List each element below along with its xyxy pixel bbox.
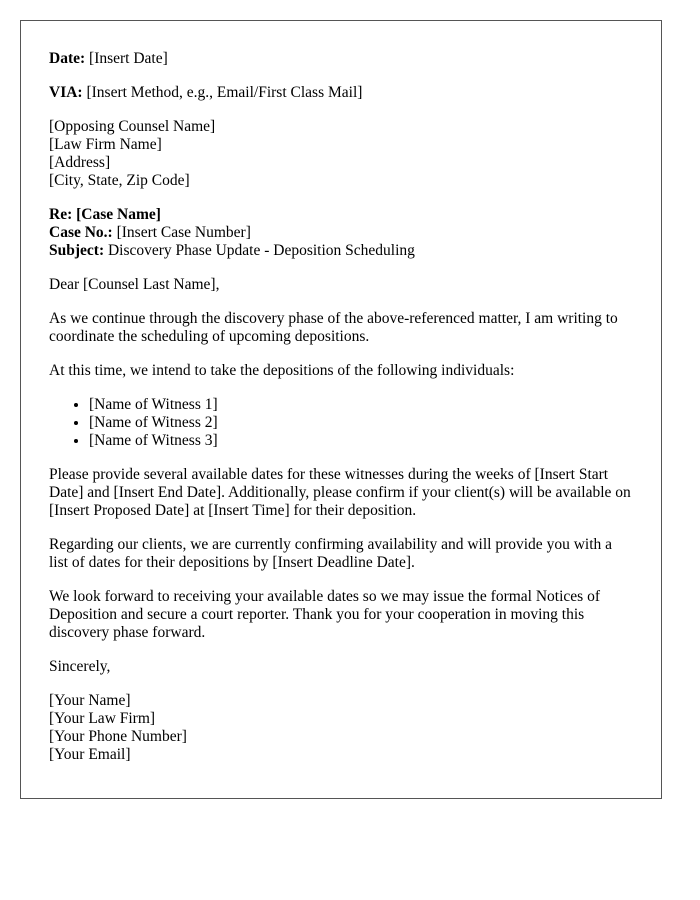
re-line: Re: [Case Name] [49,206,161,223]
witness-list [49,396,633,450]
date-label: Date: [49,50,86,67]
paragraph-dates-request: Please provide several available dates for these witnesses during the weeks of [Insert Start Date] and [Insert End Date]. Additionally, please confirm if your client(s) will be available on [Insert Proposed Date] at [Insert Time] for their deposition. [49,466,631,519]
recipient-city: [City, State, Zip Code] [49,172,190,189]
case-number-value: [Insert Case Number] [116,224,251,241]
subject-line [49,242,633,260]
via-value: [Insert Method, e.g., Email/First Class Mail] [86,84,363,101]
recipient-name: [Opposing Counsel Name] [49,118,216,135]
paragraph-client-availability: Regarding our clients, we are currently confirming availability and will provide you with a list of dates for their depositions by [Insert Deadline Date]. [49,536,613,571]
subject-label: Subject: [49,242,105,259]
sender-phone: [Your Phone Number] [49,728,187,745]
salutation: Dear [Counsel Last Name], [49,276,220,293]
date-line [49,50,633,68]
via-line [49,84,633,102]
paragraph-witness-intro: At this time, we intend to take the depositions of the following individuals: [49,362,515,379]
case-number-label: Case No.: [49,224,113,241]
witness-item: • [Name of Witness 3] [89,432,633,450]
recipient-address: [Address] [49,154,111,171]
recipient-block [49,118,633,190]
sender-name: [Your Name] [49,692,131,709]
signature-block [49,692,633,764]
letter-document [20,20,662,799]
sign-off: Sincerely, [49,658,111,675]
subject-value: Discovery Phase Update - Deposition Scheduling [107,242,415,259]
date-value: [Insert Date] [89,50,168,67]
paragraph-intro: As we continue through the discovery phase of the above-referenced matter, I am writing to coordinate the scheduling of upcoming depositions. [49,310,618,345]
sender-firm: [Your Law Firm] [49,710,156,727]
sender-email: [Your Email] [49,746,131,763]
via-label: VIA: [49,84,83,101]
witness-item: • [Name of Witness 1] [89,396,633,414]
reference-block [49,206,633,260]
case-number-line [49,224,633,242]
paragraph-closing: We look forward to receiving your available dates so we may issue the formal Notices of Deposition and secure a court reporter. Thank you for your cooperation in moving this discovery phase forward. [49,588,600,641]
recipient-firm: [Law Firm Name] [49,136,162,153]
witness-item: • [Name of Witness 2] [89,414,633,432]
